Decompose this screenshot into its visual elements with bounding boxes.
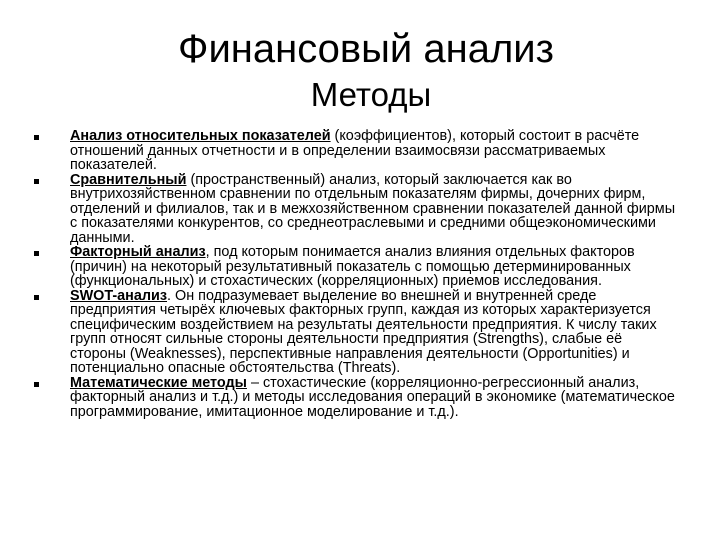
list-item (70, 245, 682, 289)
square-bullet-icon (34, 179, 39, 184)
item-text: . Он подразумевает выделение во внешней и внутренней среде предприятия четырёх ключевых факторных групп, каждая из которых характеризуется специфическим воздействием на результаты деятельности предприятия. К числу таких групп относят сильные стороны деятельности предприятия (Strengths), слабые её стороны (Weaknesses), перспективные направления деятельности (Opportunities) и потенциально опасные обстоятельства (Threats). (70, 287, 657, 376)
item-text: (коэффициентов), который состоит в расчёте отношений данных отчетности и в определении взаимосвязи рассматриваемых показателей. (70, 128, 640, 173)
slide-subtitle: Методы (310, 76, 432, 113)
item-lead: Сравнительный (70, 171, 187, 188)
methods-list (70, 129, 682, 419)
list-item (70, 173, 682, 246)
list-item (70, 376, 682, 420)
item-text: – стохастические (корреляционно-регрессионный анализ, факторный анализ и т.д.) и методы исследования операций в экономике (математическое программирование, имитационное моделирование и т.д.). (70, 374, 675, 420)
item-text: (пространственный) анализ, который заключается как во внутрихозяйственном сравнении по отдельным показателям фирмы, дочерних фирм, отделений и филиалов, так и в межхозяйственном сравнении показателей данной фирмы с показателями конкурентов, со среднеотраслевыми и средними общеэкономическими данными. (70, 171, 676, 246)
slide-title: Финансовый анализ (178, 27, 554, 71)
item-lead: Факторный анализ (70, 244, 206, 260)
list-item (70, 129, 682, 173)
square-bullet-icon (34, 135, 39, 140)
item-lead: Математические методы (70, 374, 247, 391)
item-text: , под которым понимается анализ влияния отдельных факторов (причин) на некоторый результативный показатель с помощью детерминированных (функциональных) и стохастических (корреляционных) приемов исследования. (70, 244, 635, 289)
square-bullet-icon (34, 295, 39, 300)
item-lead: SWOT-анализ (70, 287, 168, 304)
square-bullet-icon (34, 382, 39, 387)
list-item (70, 289, 682, 376)
square-bullet-icon (34, 251, 39, 256)
item-lead: Анализ относительных показателей (70, 128, 331, 144)
